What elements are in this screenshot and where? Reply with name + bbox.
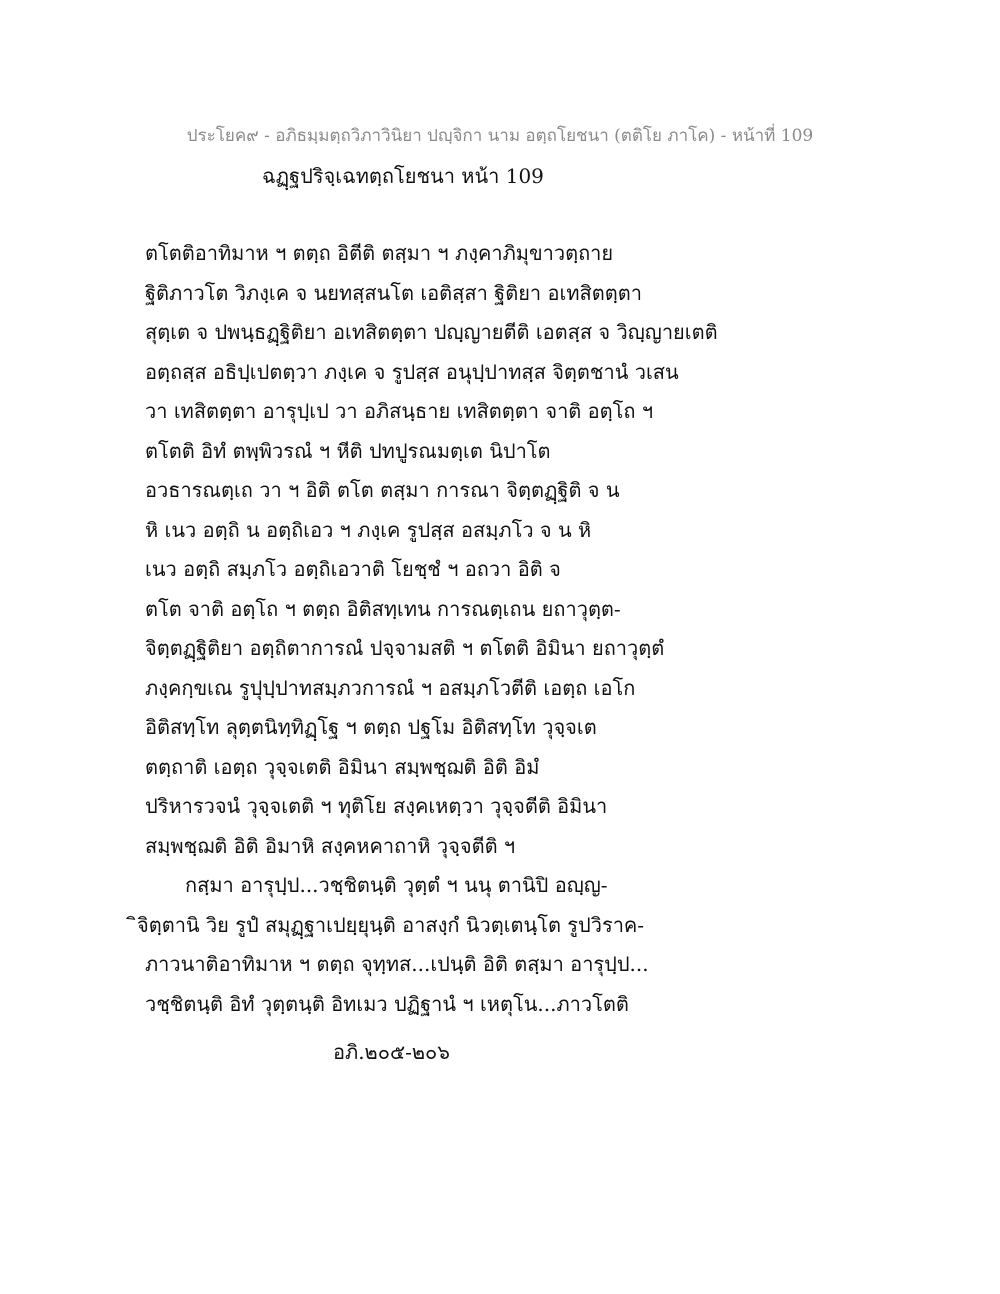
chapter-heading: ฉฏฺฐปริจฺเฉทตฺถโยชนา หน้า 109 <box>262 164 544 188</box>
running-header: ประโยค๙ - อภิธมฺมตฺถวิภาวินิยา ปญฺจิกา นาม อตฺถโยชนา (ตติโย ภาโค) - หน้าที่ 109 <box>186 126 814 146</box>
text-line: ิจิตฺตานิ วิย รูปํ สมุฏฺฐาเปยฺยุนฺติ อาสงฺกํ นิวตฺเตนฺโต รูปวิราค- <box>137 912 645 937</box>
text-line: จิตฺตฏฺฐิติยา อตฺถิตาการณํ ปจฺจามสติ ฯ ตโตติ อิมินา ยถาวุตฺตํ <box>145 636 665 660</box>
text-line: อตฺถสฺส อธิปฺเปตตฺวา ภงฺเค จ รูปสฺส อนุปฺปาทสฺส จิตฺตชานํ วเสน <box>145 359 679 384</box>
text-line: อวธารณตฺเถ วา ฯ อิติ ตโต ตสฺมา การณา จิตฺตฏฺฐิติ จ น <box>145 478 620 502</box>
text-line: สุตฺเต จ ปพนฺธฏฺฐิติยา อเทสิตตฺตา ปญฺญายตีติ เอตสฺส จ วิญฺญายเตติ <box>145 320 718 344</box>
text-line: อิติสทฺโท ลุตฺตนิทฺทิฏฺโฐ ฯ ตตฺถ ปฐโม อิติสทฺโท วุจฺจเต <box>145 715 597 739</box>
text-line: ตตฺถาติ เอตฺถ วุจฺจเตติ อิมินา สมฺพชฺฌติ อิติ อิมํ <box>145 754 540 779</box>
text-line: ตโต จาติ อตฺโถ ฯ ตตฺถ อิติสทฺเทน การณตฺเถน ยถาวุตฺต- <box>145 596 621 621</box>
text-line: สมฺพชฺฌติ อิติ อิมาหิ สงฺคหคาถาหิ วุจฺจตีติ ฯ <box>145 833 516 858</box>
text-line: ฐิติภาวโต วิภงฺเค จ นยทสฺสนโต เอติสฺสา ฐิติยา อเทสิตตฺตา <box>145 280 642 305</box>
body-text <box>137 234 765 1024</box>
text-line: เนว อตฺถิ สมฺภโว อตฺถิเอวาติ โยชฺชํ ฯ อถวา อิติ จ <box>145 557 561 581</box>
text-line: ตโตติ อิทํ ตพฺพิวรณํ ฯ หีติ ปทปูรณมตฺเต นิปาโต <box>145 438 551 463</box>
text-line: วชฺชิตนฺติ อิทํ วุตฺตนฺติ อิทเมว ปฏิฐานํ ฯ เหตุโน...ภาวโตติ <box>145 991 629 1016</box>
text-line: วา เทสิตตฺตา อารุปฺเป วา อภิสนฺธาย เทสิตตฺตา จาติ อตฺโถ ฯ <box>145 399 654 423</box>
text-line-indented: กสฺมา อารุปฺป...วชฺชิตนฺติ วุตฺตํ ฯ นนุ ตานิปิ อญฺญ- <box>185 873 608 897</box>
text-line: ภาวนาติอาทิมาห ฯ ตตฺถ จุทฺทส...เปนฺติ อิติ ตสฺมา อารุปฺป... <box>145 952 649 976</box>
source-reference: อภิ.๒๐๕-๒๐๖ <box>333 1040 450 1064</box>
text-line: ปริหารวจนํ วุจฺจเตติ ฯ ทุติโย สงฺคเหตฺวา วุจฺจตีติ อิมินา <box>145 794 608 818</box>
text-line: หิ เนว อตฺถิ น อตฺถิเอว ฯ ภงฺเค รูปสฺส อสมฺภโว จ น หิ <box>145 517 592 542</box>
text-line: ภงฺคกฺขเณ รูปุปฺปาทสมฺภวการณํ ฯ อสมฺภโวตีติ เอตฺถ เอโก <box>145 675 636 700</box>
text-line: ตโตติอาทิมาห ฯ ตตฺถ อิตีติ ตสฺมา ฯ ภงฺคาภิมุขาวตฺถาย <box>145 241 614 265</box>
